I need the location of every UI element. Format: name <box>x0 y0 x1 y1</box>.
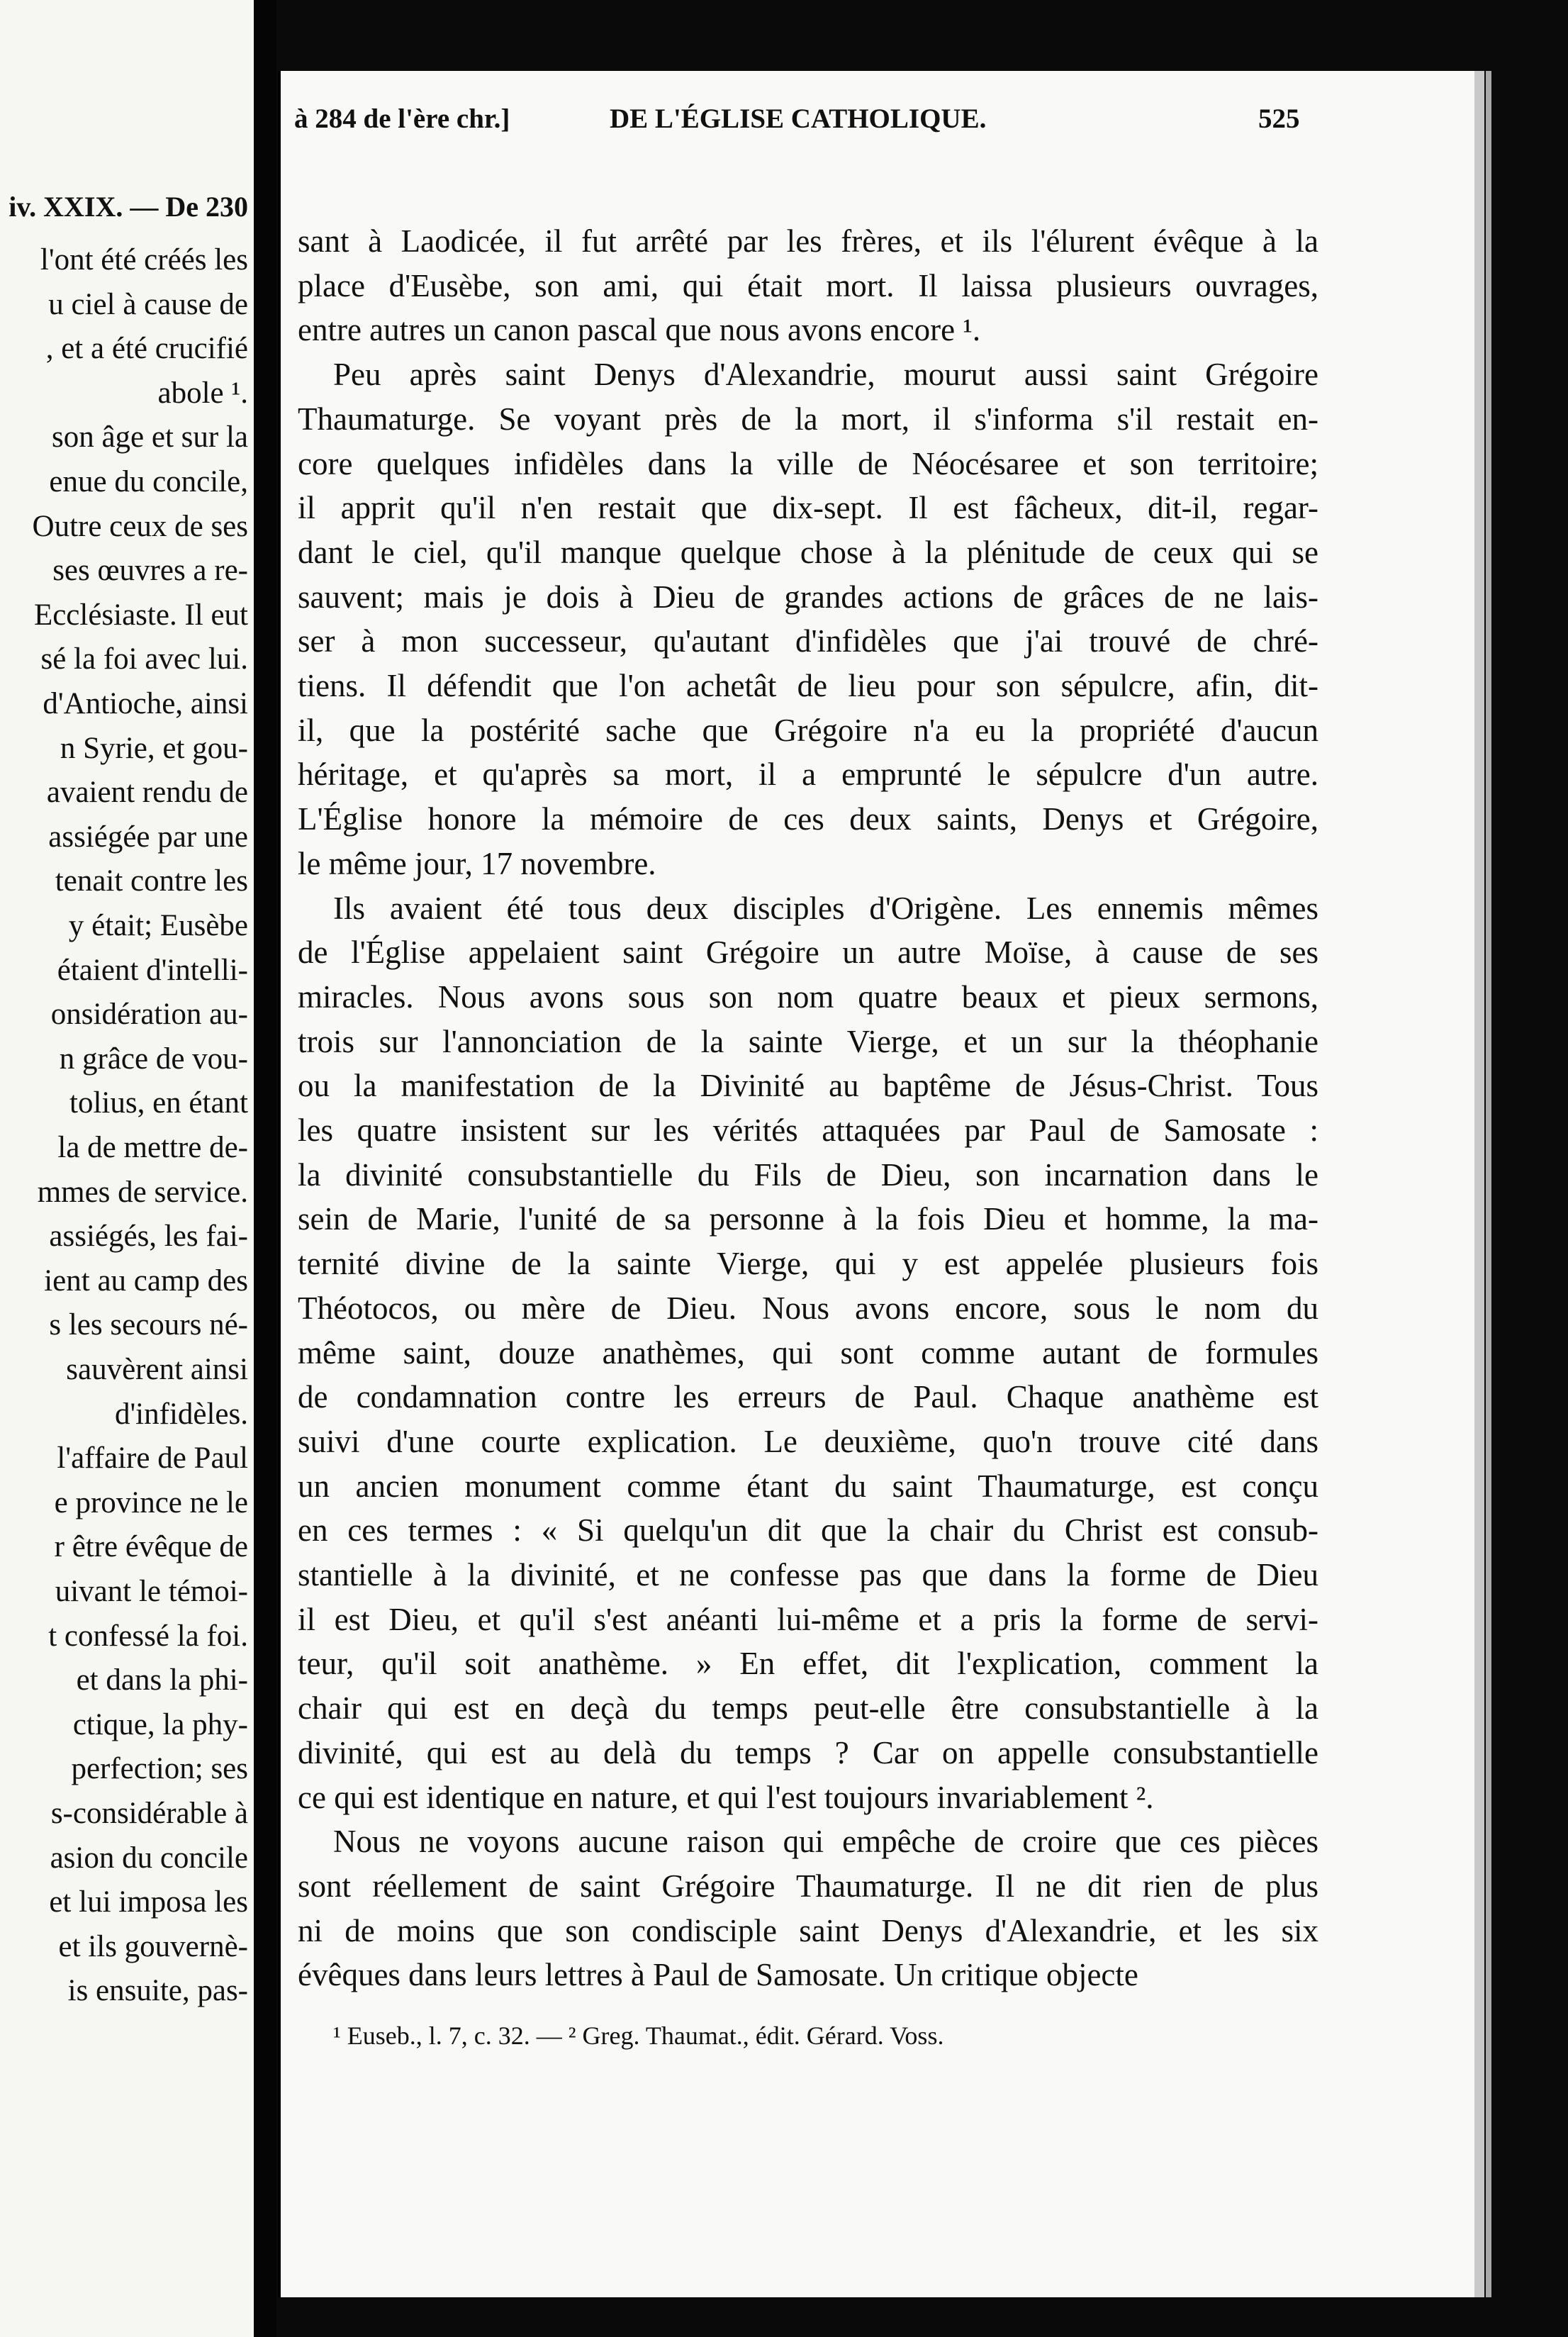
body-text-line: suivi d'une courte explication. Le deuxième, quo'n trouve cité dans <box>298 1423 1318 1459</box>
facing-page-line: t confessé la foi. <box>48 1619 248 1653</box>
body-text-line: Nous ne voyons aucune raison qui empêche de croire que ces pièces <box>333 1824 1318 1860</box>
body-text-line: trois sur l'annonciation de la sainte Vierge, et un sur la théophanie <box>298 1023 1318 1059</box>
facing-page-line: s-considérable à <box>50 1797 248 1830</box>
body-text-line: en ces termes : « Si quelqu'un dit que la chair du Christ est consub- <box>298 1512 1318 1549</box>
facing-page-line: s les secours né- <box>49 1308 248 1342</box>
body-text-line: Ils avaient été tous deux disciples d'Origène. Les ennemis mêmes <box>333 890 1318 926</box>
body-text-line: miracles. Nous avons sous son nom quatre beaux et pieux sermons, <box>298 978 1318 1015</box>
facing-page-line: son âge et sur la <box>51 420 248 454</box>
body-text-line: teur, qu'il soit anathème. » En effet, dit l'explication, comment la <box>298 1646 1318 1682</box>
body-text-line: le même jour, 17 novembre. <box>298 845 656 881</box>
body-text-line: tiens. Il défendit que l'on achetât de lieu pour son sépulcre, afin, dit- <box>298 668 1318 703</box>
facing-page-line: perfection; ses <box>71 1752 248 1786</box>
header-date-range: à 284 de l'ère chr.] <box>294 104 510 134</box>
facing-page-line: la de mettre de- <box>57 1131 248 1164</box>
footnotes: ¹ Euseb., l. 7, c. 32. — ² Greg. Thaumat., édit. Gérard. Voss. <box>333 2021 944 2050</box>
facing-page-line: Ecclésiaste. Il eut <box>33 598 248 632</box>
body-text-line: même saint, douze anathèmes, qui sont comme autant de formules <box>298 1334 1318 1371</box>
body-text-line: sein de Marie, l'unité de sa personne à la fois Dieu et homme, la ma- <box>298 1201 1318 1237</box>
facing-page-line: ient au camp des <box>44 1264 248 1298</box>
body-text-line: divinité, qui est au delà du temps ? Car on appelle consubstantielle <box>298 1734 1318 1770</box>
facing-page-line: et ils gouvernè- <box>58 1929 248 1963</box>
facing-page-line: tolius, en étant <box>69 1086 248 1120</box>
facing-page-line: r être évêque de <box>54 1530 248 1564</box>
facing-page-line: enue du concile, <box>49 465 248 498</box>
body-text-line: dant le ciel, qu'il manque quelque chose à la plénitude de ceux qui se <box>298 534 1318 570</box>
body-text-line: sont réellement de saint Grégoire Thaumaturge. Il ne dit rien de plus <box>298 1868 1318 1904</box>
facing-page-line: assiégée par une <box>48 820 248 854</box>
body-text-line: L'Église honore la mémoire de ces deux saints, Denys et Grégoire, <box>298 801 1318 837</box>
body-text-line: chair qui est en deçà du temps peut-elle être consubstantielle à la <box>298 1690 1318 1727</box>
facing-page-line: tenait contre les <box>55 864 248 898</box>
body-text-line: entre autres un canon pascal que nous avons encore ¹. <box>298 312 981 348</box>
facing-page-line: ctique, la phy- <box>72 1707 248 1741</box>
page-edge <box>1474 71 1484 2297</box>
book-gutter <box>254 0 276 2337</box>
body-text-line: de condamnation contre les erreurs de Paul. Chaque anathème est <box>298 1379 1318 1415</box>
header-title: DE L'ÉGLISE CATHOLIQUE. <box>610 104 987 134</box>
body-text-line: ser à mon successeur, qu'autant d'infidèles que j'ai trouvé de chré- <box>298 623 1318 659</box>
facing-page-line: mmes de service. <box>37 1175 248 1209</box>
facing-page-line: et lui imposa les <box>49 1885 248 1919</box>
facing-page-line: assiégés, les fai- <box>49 1220 248 1254</box>
facing-page-line: n grâce de vou- <box>59 1042 248 1076</box>
facing-page-line: y était; Eusèbe <box>68 909 248 942</box>
body-text-line: ni de moins que son condisciple saint Denys d'Alexandrie, et les six <box>298 1912 1318 1948</box>
body-text-line: la divinité consubstantielle du Fils de Dieu, son incarnation dans le <box>298 1156 1318 1193</box>
facing-page-line: asion du concile <box>50 1841 248 1875</box>
body-text-line: sant à Laodicée, il fut arrêté par les frères, et ils l'élurent évêque à la <box>298 223 1318 259</box>
body-text-line: un ancien monument comme étant du saint Thaumaturge, est conçu <box>298 1468 1318 1504</box>
facing-page-line: et dans la phi- <box>76 1663 248 1697</box>
body-text-line: il, que la postérité sache que Grégoire n'a eu la propriété d'aucun <box>298 712 1318 748</box>
page-number: 525 <box>1258 104 1300 134</box>
page-edge <box>1486 71 1491 2297</box>
body-text-line: sauvent; mais je dois à Dieu de grandes actions de grâces de ne lais- <box>298 579 1318 615</box>
body-text-line: les quatre insistent sur les vérités attaquées par Paul de Samosate : <box>298 1112 1318 1148</box>
body-text-line: place d'Eusèbe, son ami, qui était mort. Il laissa plusieurs ouvrages, <box>298 267 1318 303</box>
body-text-line: ou la manifestation de la Divinité au baptême de Jésus-Christ. Tous <box>298 1068 1318 1104</box>
body-text-line: de l'Église appelaient saint Grégoire un autre Moïse, à cause de ses <box>298 935 1318 971</box>
facing-page-line: uivant le témoi- <box>55 1575 248 1608</box>
body-text-line: ce qui est identique en nature, et qui l'est toujours invariablement ². <box>298 1779 1154 1815</box>
body-text-line: Peu après saint Denys d'Alexandrie, mourut aussi saint Grégoire <box>333 357 1318 393</box>
body-text-line: stantielle à la divinité, et ne confesse pas que dans la forme de Dieu <box>298 1557 1318 1593</box>
facing-page-line: ses œuvres a re- <box>52 554 248 588</box>
facing-page-line: d'Antioche, ainsi <box>43 687 248 720</box>
facing-page-line: abole ¹. <box>157 376 248 410</box>
body-text-line: héritage, et qu'après sa mort, il a emprunté le sépulcre d'un autre. <box>298 757 1318 793</box>
facing-page-line: sauvèrent ainsi <box>66 1353 248 1386</box>
facing-page-line: n Syrie, et gou- <box>60 731 248 765</box>
body-text-line: ternité divine de la sainte Vierge, qui y est appelée plusieurs fois <box>298 1246 1318 1282</box>
facing-page-line: sé la foi avec lui. <box>40 642 248 676</box>
facing-page-line: l'affaire de Paul <box>57 1441 248 1476</box>
body-text-line: core quelques infidèles dans la ville de Néocésaree et son territoire; <box>298 445 1318 481</box>
facing-page-line: d'infidèles. <box>114 1397 248 1431</box>
facing-page-line: onsidération au- <box>50 998 248 1032</box>
facing-page-line: is ensuite, pas- <box>67 1974 248 2008</box>
facing-page-line: iv. XXIX. — De 230 <box>9 191 248 223</box>
running-header <box>0 103 1568 145</box>
facing-page-line: Outre ceux de ses <box>32 509 248 543</box>
facing-page-line: e province ne le <box>54 1485 248 1519</box>
facing-page-line: avaient rendu de <box>46 776 248 810</box>
facing-page-line: u ciel à cause de <box>48 287 248 321</box>
facing-page-line: étaient d'intelli- <box>57 953 248 987</box>
body-text-line: il est Dieu, et qu'il s'est anéanti lui-même et a pris la forme de servi- <box>298 1601 1318 1637</box>
body-text-line: évêques dans leurs lettres à Paul de Samosate. Un critique objecte <box>298 1957 1138 1993</box>
body-text-line: il apprit qu'il n'en restait que dix-sept. Il est fâcheux, dit-il, regar- <box>298 490 1318 526</box>
facing-page-line: l'ont été créés les <box>40 243 248 277</box>
facing-page <box>0 0 254 2337</box>
facing-page-line: , et a été crucifié <box>45 332 248 366</box>
body-text-line: Thaumaturge. Se voyant près de la mort, il s'informa s'il restait en- <box>298 401 1318 437</box>
body-text-line: Théotocos, ou mère de Dieu. Nous avons encore, sous le nom du <box>298 1290 1318 1326</box>
